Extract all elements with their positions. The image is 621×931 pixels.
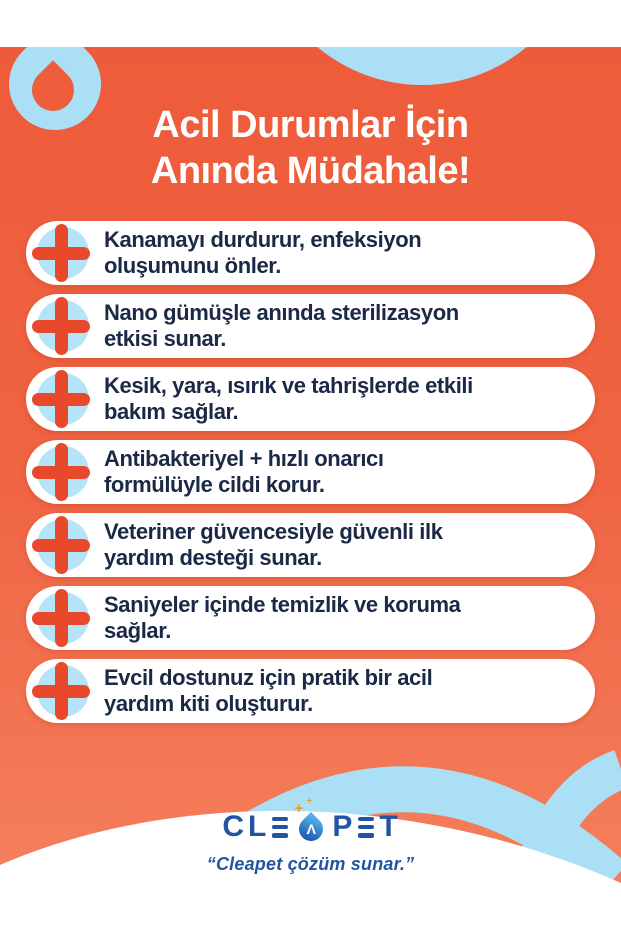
logo-letter-l: L — [248, 810, 268, 843]
logo-letter-e — [358, 817, 374, 838]
logo-letter-c: C — [222, 810, 245, 843]
list-item — [26, 221, 595, 285]
sparkle-icon: + — [306, 796, 313, 807]
sparkle-icon: + — [294, 800, 304, 817]
list-item — [26, 513, 595, 577]
brand-tagline: “Cleapet çözüm sunar.” — [206, 854, 415, 874]
list-item — [26, 440, 595, 504]
feature-text: Veteriner güvencesiyle güvenli ilk yardım desteği sunar. — [104, 519, 443, 570]
brand-footer — [0, 796, 621, 875]
logo-drop-icon — [294, 796, 327, 845]
page-title-line1: Acil Durumlar İçin — [152, 104, 469, 146]
list-item — [26, 294, 595, 358]
page-title — [0, 102, 621, 194]
feature-text: Nano gümüşle anında sterilizasyon etkisi sunar. — [104, 300, 459, 351]
feature-text: Antibakteriyel + hızlı onarıcı formülüyle cildi korur. — [104, 446, 384, 497]
feature-text: Kanamayı durdurur, enfeksiyon oluşumunu önler. — [104, 227, 422, 278]
blue-circle-decoration — [259, 47, 585, 85]
logo-letter-p: P — [332, 810, 354, 843]
plus-icon — [37, 592, 89, 644]
feature-list — [26, 221, 595, 723]
logo-lambda-mark: Λ — [306, 821, 316, 837]
top-white-band — [0, 0, 621, 47]
list-item — [26, 367, 595, 431]
plus-icon — [37, 227, 89, 279]
feature-text: Saniyeler içinde temizlik ve koruma sağlar. — [104, 592, 461, 643]
plus-icon — [37, 665, 89, 717]
logo-letter-e — [272, 817, 288, 838]
plus-icon — [37, 446, 89, 498]
logo-letter-t: T — [379, 810, 399, 843]
page-title-line2: Anında Müdahale! — [150, 150, 471, 192]
list-item — [26, 659, 595, 723]
plus-icon — [37, 519, 89, 571]
feature-text: Kesik, yara, ısırık ve tahrişlerde etkili bakım sağlar. — [104, 373, 473, 424]
plus-icon — [37, 373, 89, 425]
plus-icon — [37, 300, 89, 352]
feature-text: Evcil dostunuz için pratik bir acil yardım kiti oluşturur. — [104, 665, 433, 716]
orange-panel — [0, 47, 621, 931]
list-item — [26, 586, 595, 650]
cleapet-logo — [222, 796, 399, 845]
